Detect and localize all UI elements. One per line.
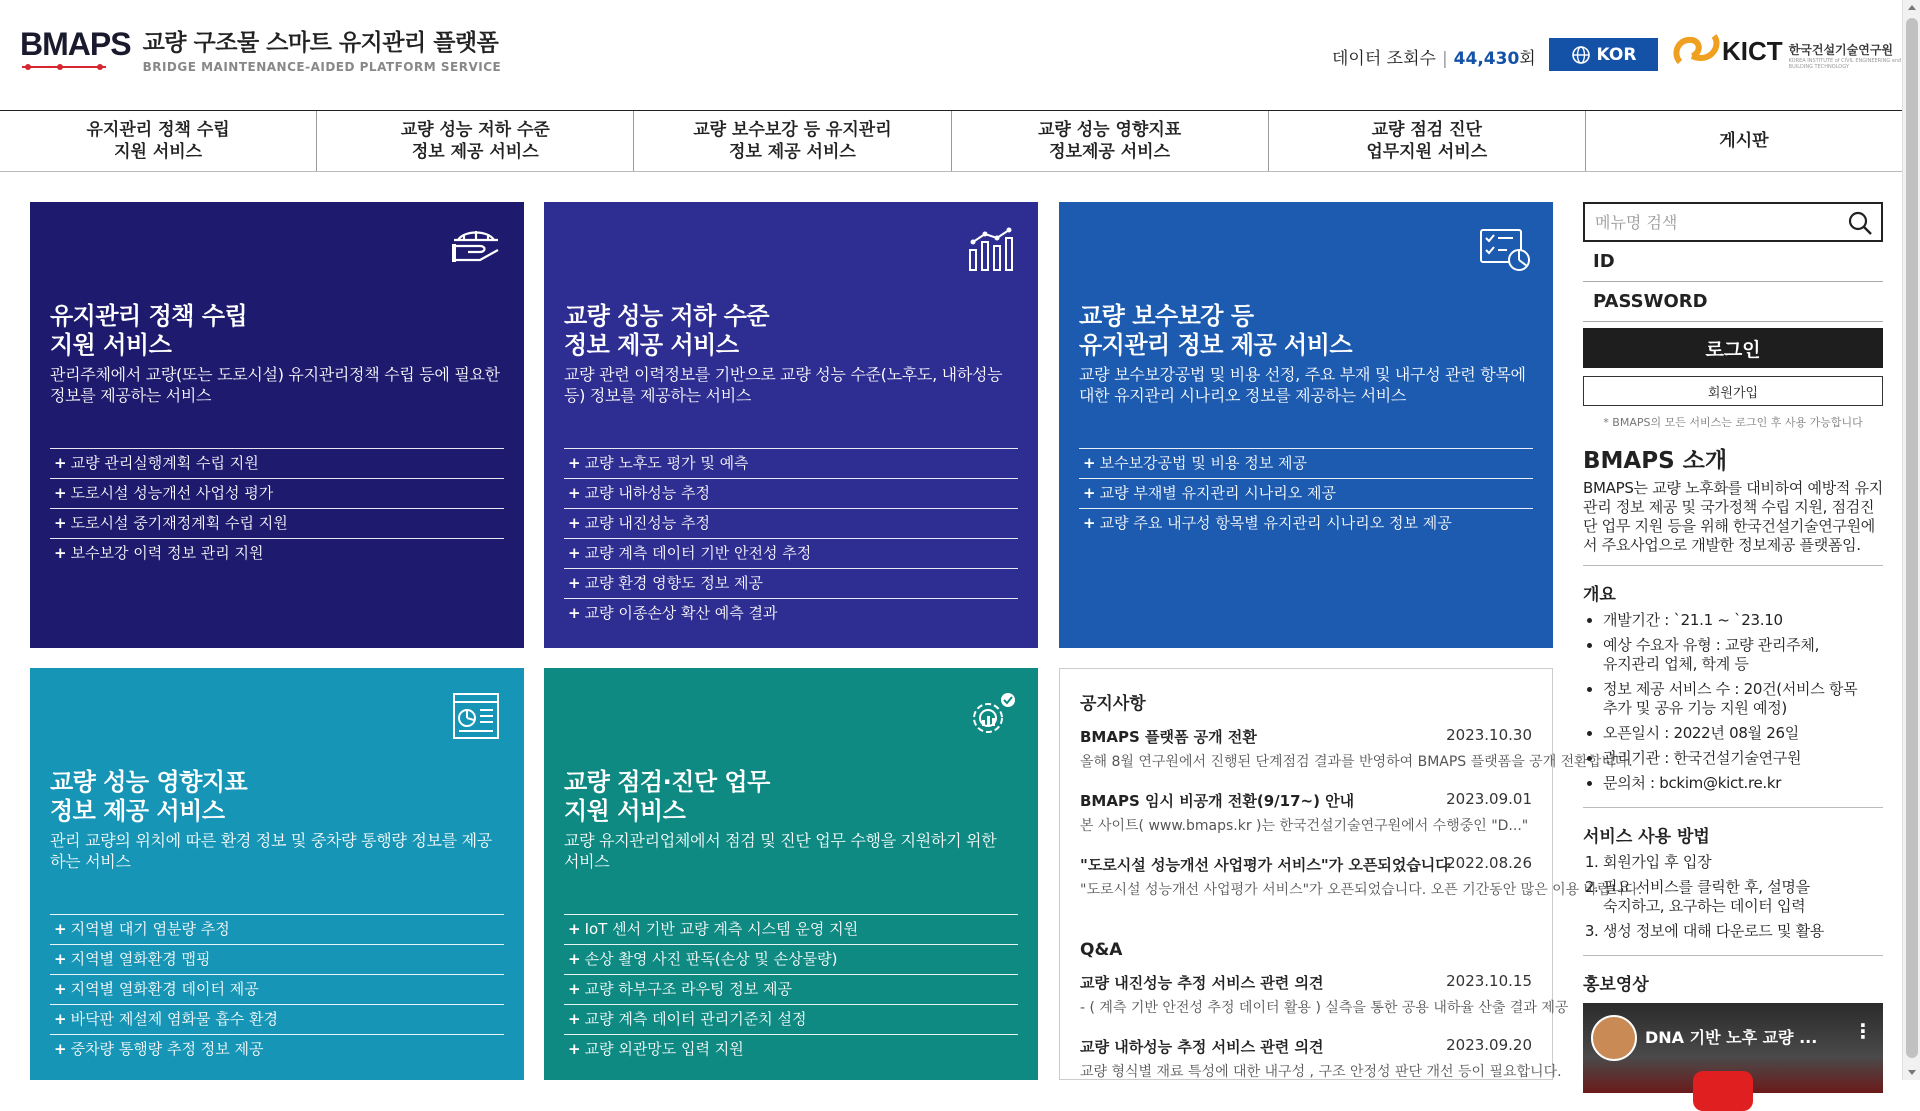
overview-item: • 오픈일시 : 2022년 08월 26일 <box>1603 724 1883 743</box>
card-description: 관리주체에서 교량(또는 도로시설) 유지관리정책 수립 등에 필요한 정보를 제공하는 서비스 <box>50 365 500 405</box>
card-link-list <box>50 914 504 1065</box>
post-summary: "도로시설 성능개선 사업평가 서비스"가 오픈되었습니다. 오픈 기간동안 많은 이용 바랍니다. <box>1080 882 1643 898</box>
visit-count: 44,430 <box>1453 49 1520 69</box>
overview-item: • 예상 수요자 유형 : 교량 관리주체, 유지관리 업체, 학계 등 <box>1603 636 1883 674</box>
scroll-down-icon[interactable] <box>1908 1070 1916 1075</box>
card-link[interactable]: + 교량 계측 데이터 기반 안전성 추정 <box>564 539 1018 569</box>
card-link[interactable]: + 바닥판 제설제 염화물 흡수 환경 <box>50 1005 504 1035</box>
site-subtitle: BRIDGE MAINTENANCE-AIDED PLATFORM SERVICE <box>142 60 502 74</box>
card-link[interactable]: + 교량 계측 데이터 관리기준치 설정 <box>564 1005 1018 1035</box>
visit-unit: 회 <box>1519 49 1536 69</box>
search-icon[interactable] <box>1847 210 1873 236</box>
card-title: 교량 보수보강 등 유지관리 정보 제공 서비스 <box>1079 302 1353 359</box>
sidebar <box>1583 202 1883 1093</box>
post-title: "도로시설 성능개선 사업평가 서비스"가 오픈되었습니다 <box>1080 856 1450 874</box>
post-title: 교량 내진성능 추정 서비스 관련 의견 <box>1080 974 1324 992</box>
gear-check-icon <box>964 692 1016 740</box>
card-link-list <box>564 914 1018 1065</box>
nav-item-performance[interactable]: 교량 성능 저하 수준 정보 제공 서비스 <box>317 111 634 171</box>
card-link[interactable]: + 도로시설 성능개선 사업성 평가 <box>50 479 504 509</box>
qna-heading[interactable]: Q&A <box>1080 940 1123 960</box>
card-link[interactable]: + 지역별 열화환경 데이터 제공 <box>50 975 504 1005</box>
org-name-en: KOREA INSTITUTE of CIVIL ENGINEERING and BUILDING TECHNOLOGY <box>1788 57 1902 70</box>
id-field[interactable]: ID <box>1583 242 1883 282</box>
overview-list <box>1583 611 1883 808</box>
post-date: 2023.10.15 <box>1446 972 1532 990</box>
howto-item: 3. 생성 정보에 대해 다운로드 및 활용 <box>1603 922 1883 941</box>
card-title: 교량 성능 저하 수준 정보 제공 서비스 <box>564 302 770 359</box>
logo-circuit-icon <box>20 62 120 72</box>
post-title: 교량 내하성능 추정 서비스 관련 의견 <box>1080 1038 1324 1056</box>
overview-item: • 관리기관 : 한국건설기술연구원 <box>1603 749 1883 768</box>
site-header <box>0 0 1902 110</box>
kict-logo-mark-icon <box>1670 28 1726 74</box>
nav-item-indicator[interactable]: 교량 성능 영향지표 정보제공 서비스 <box>952 111 1269 171</box>
card-link[interactable]: + IoT 센서 기반 교량 계측 시스템 운영 지원 <box>564 915 1018 945</box>
card-link[interactable]: + 보수보강공법 및 비용 정보 제공 <box>1079 449 1533 479</box>
scroll-thumb[interactable] <box>1906 18 1918 1058</box>
card-link[interactable]: + 교량 하부구조 라우팅 정보 제공 <box>564 975 1018 1005</box>
card-link[interactable]: + 교량 외관망도 입력 지원 <box>568 1040 744 1058</box>
card-link[interactable]: + 교량 노후도 평가 및 예측 <box>564 449 1018 479</box>
post-date: 2023.09.20 <box>1446 1036 1532 1054</box>
card-link[interactable]: + 교량 주요 내구성 항목별 유지관리 시나리오 정보 제공 <box>1083 514 1452 532</box>
notice-post[interactable] <box>1080 726 1633 790</box>
nav-item-policy[interactable]: 유지관리 정책 수립 지원 서비스 <box>0 111 317 171</box>
more-options-icon[interactable]: ⋮ <box>1853 1019 1873 1043</box>
qna-post[interactable] <box>1080 1036 1562 1100</box>
checklist-pie-icon <box>1479 226 1531 274</box>
card-link[interactable]: + 지역별 대기 염분량 추정 <box>50 915 504 945</box>
bridge-hand-icon <box>450 226 502 274</box>
main-nav <box>0 110 1902 172</box>
site-logo[interactable] <box>20 28 501 74</box>
search-input[interactable] <box>1585 204 1835 240</box>
service-card-policy[interactable] <box>30 202 524 648</box>
nav-item-board[interactable]: 게시판 <box>1719 131 1769 151</box>
chart-bars-icon <box>964 226 1016 274</box>
card-link[interactable]: + 교량 환경 영향도 정보 제공 <box>564 569 1018 599</box>
card-link[interactable]: + 지역별 열화환경 맵핑 <box>50 945 504 975</box>
post-summary: 교량 형식별 재료 특성에 대한 내구성 , 구조 안정성 판단 개선 등이 필요합니다. <box>1080 1064 1562 1080</box>
card-link-list <box>564 448 1018 629</box>
card-description: 교량 관련 이력정보를 기반으로 교량 성능 수준(노후도, 내하성능 등) 정보를 제공하는 서비스 <box>564 365 1003 405</box>
card-title: 교량 성능 영향지표 정보 제공 서비스 <box>50 768 248 825</box>
about-text: BMAPS는 교량 노후화를 대비하여 예방적 유지관리 정보 제공 및 국가정책 수립 지원, 점검진단 업무 지원 등을 위해 한국건설기술연구원에서 주요사업으로 개발한 정보제공 플랫폼임. <box>1583 479 1883 566</box>
card-description: 교량 보수보강공법 및 비용 선정, 주요 부재 및 내구성 관련 항목에 대한 유지관리 시나리오 정보를 제공하는 서비스 <box>1079 365 1526 405</box>
card-link-list <box>1079 448 1533 539</box>
card-link[interactable]: + 교량 이종손상 확산 예측 결과 <box>568 604 778 622</box>
video-caption: DNA 기반 노후 교량 ... <box>1645 1028 1818 1047</box>
language-label: KOR <box>1596 44 1637 65</box>
overview-item: • 개발기간 : `21.1 ~ `23.10 <box>1603 611 1883 630</box>
card-link[interactable]: + 손상 촬영 사진 판독(손상 및 손상물량) <box>564 945 1018 975</box>
post-title: BMAPS 플랫폼 공개 전환 <box>1080 728 1257 746</box>
play-icon[interactable] <box>1693 1071 1753 1111</box>
card-description: 교량 유지관리업체에서 점검 및 진단 업무 수행을 지원하기 위한 서비스 <box>564 831 997 871</box>
bmaps-logo-mark: BMAPS <box>20 28 131 60</box>
dashboard-icon <box>450 692 502 740</box>
notice-heading[interactable]: 공지사항 <box>1080 694 1146 714</box>
video-title: 홍보영상 <box>1583 975 1649 995</box>
card-link[interactable]: + 보수보강 이력 정보 관리 지원 <box>54 544 264 562</box>
card-link[interactable]: + 중차량 통행량 추정 정보 제공 <box>54 1040 264 1058</box>
post-date: 2023.09.01 <box>1446 790 1532 808</box>
post-date: 2022.08.26 <box>1446 854 1532 872</box>
org-name: 한국건설기술연구원 <box>1788 42 1894 57</box>
scroll-up-icon[interactable] <box>1908 5 1916 10</box>
notice-post[interactable] <box>1080 790 1532 854</box>
language-button[interactable] <box>1549 38 1658 71</box>
page-scrollbar[interactable] <box>1902 0 1920 1080</box>
overview-item: • 문의처 : bckim@kict.re.kr <box>1603 774 1883 793</box>
service-card-repair[interactable] <box>1059 202 1553 648</box>
post-title: BMAPS 임시 비공개 전환(9/17~) 안내 <box>1080 792 1355 810</box>
service-card-performance[interactable] <box>544 202 1038 648</box>
join-button[interactable]: 회원가입 <box>1583 376 1883 406</box>
visit-counter: 데이터 조회수 | 44,430회 <box>1332 49 1536 69</box>
nav-item-repair[interactable]: 교량 보수보강 등 유지관리 정보 제공 서비스 <box>634 111 951 171</box>
card-link[interactable]: + 교량 내진성능 추정 <box>564 509 1018 539</box>
login-note: * BMAPS의 모든 서비스는 로그인 후 사용 가능합니다 <box>1603 416 1863 429</box>
howto-list <box>1583 853 1883 956</box>
nav-item-inspection[interactable]: 교량 점검 진단 업무지원 서비스 <box>1269 111 1586 171</box>
service-card-inspection[interactable] <box>544 668 1038 1080</box>
post-summary: - ( 계측 기반 안전성 추정 데이터 활용 ) 실측을 통한 공용 내하율 산출 결과 제공 <box>1080 1000 1569 1016</box>
kict-wordmark: KICT <box>1722 35 1783 66</box>
card-title: 유지관리 정책 수립 지원 서비스 <box>50 302 248 359</box>
about-title: BMAPS 소개 <box>1583 448 1728 474</box>
card-description: 관리 교량의 위치에 따른 환경 정보 및 중차량 통행량 정보를 제공하는 서비스 <box>50 831 492 871</box>
menu-search <box>1583 202 1883 242</box>
visit-label: 데이터 조회수 <box>1332 49 1436 69</box>
howto-title: 서비스 사용 방법 <box>1583 827 1710 847</box>
overview-item: • 정보 제공 서비스 수 : 20건(서비스 항목 추가 및 공유 기능 지원 예정) <box>1603 680 1883 718</box>
card-link-list <box>50 448 504 569</box>
card-link[interactable]: + 교량 내하성능 추정 <box>564 479 1018 509</box>
post-summary: 올해 8월 연구원에서 진행된 단계점검 결과를 반영하여 BMAPS 플랫폼을 공개 전환합니다. <box>1080 754 1633 770</box>
globe-icon <box>1571 45 1591 65</box>
card-link[interactable]: + 도로시설 중기재정계획 수립 지원 <box>50 509 504 539</box>
kict-logo[interactable] <box>1670 28 1902 74</box>
howto-item: 2. 필요 서비스를 클릭한 후, 설명을 숙지하고, 요구하는 데이터 입력 <box>1603 878 1883 916</box>
login-button[interactable]: 로그인 <box>1583 328 1883 368</box>
qna-post[interactable] <box>1080 972 1569 1036</box>
card-title: 교량 점검·진단 업무 지원 서비스 <box>564 768 770 825</box>
howto-item: 1. 회원가입 후 입장 <box>1603 853 1883 872</box>
notice-post[interactable] <box>1080 854 1643 918</box>
service-card-indicator[interactable] <box>30 668 524 1080</box>
overview-title: 개요 <box>1583 585 1616 605</box>
post-summary: 본 사이트( www.bmaps.kr )는 한국건설기술연구원에서 수행중인 "D..." <box>1080 818 1529 834</box>
password-field[interactable]: PASSWORD <box>1583 282 1883 322</box>
site-title: 교량 구조물 스마트 유지관리 플랫폼 <box>142 30 499 56</box>
post-date: 2023.10.30 <box>1446 726 1532 744</box>
channel-avatar <box>1591 1015 1637 1061</box>
card-link[interactable]: + 교량 부재별 유지관리 시나리오 제공 <box>1079 479 1533 509</box>
promo-video[interactable] <box>1583 1003 1883 1093</box>
card-link[interactable]: + 교량 관리실행계획 수립 지원 <box>50 449 504 479</box>
